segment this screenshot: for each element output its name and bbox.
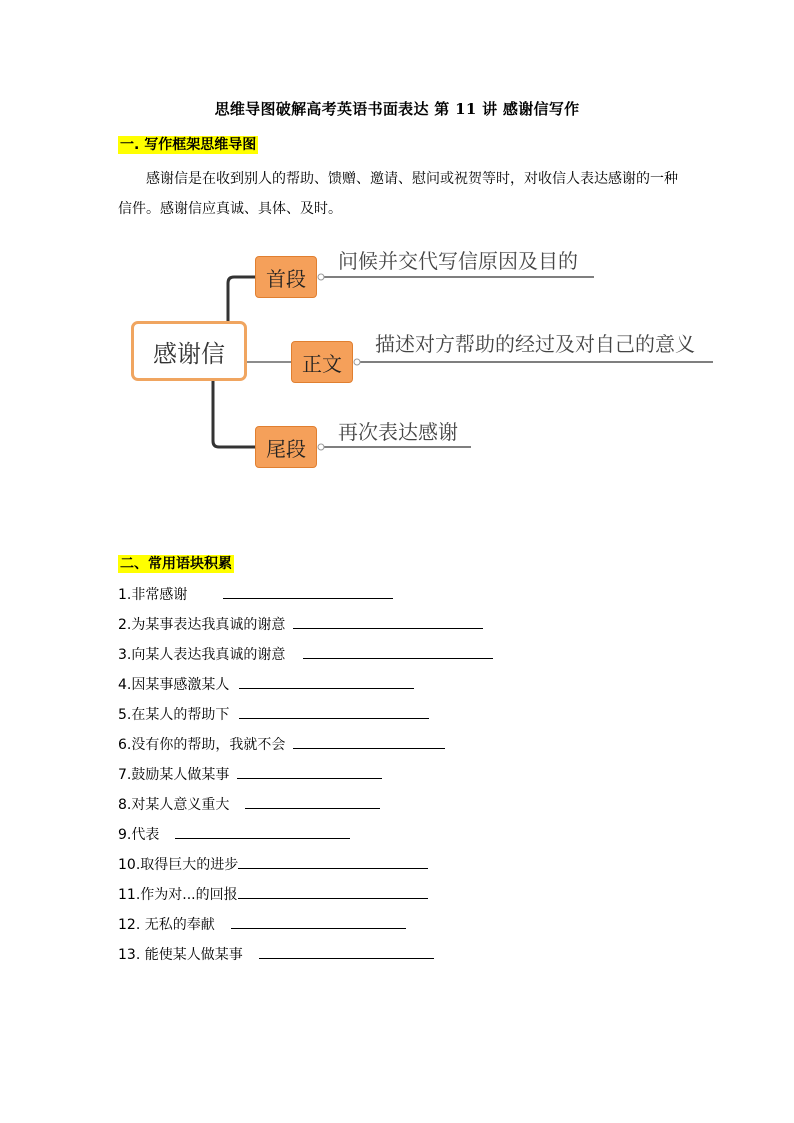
answer-blank[interactable]: [239, 704, 429, 719]
mind-map-text-closing: 再次表达感谢: [338, 420, 458, 444]
phrase-prompt: 4.因某事感激某人: [118, 677, 230, 693]
section-heading-framework: 一. 写作框架思维导图: [120, 137, 257, 153]
page-title: 思维导图破解高考英语书面表达 第 11 讲 感谢信写作: [214, 100, 580, 118]
handle-branch-3: [318, 444, 324, 450]
phrase-prompt: 13. 能使某人做某事: [118, 947, 243, 963]
answer-blank[interactable]: [293, 734, 445, 749]
answer-blank[interactable]: [259, 944, 434, 959]
phrase-prompt: 10.取得巨大的进步: [118, 857, 239, 873]
connector-bottom: [213, 381, 255, 447]
phrase-list: [118, 580, 493, 970]
answer-blank[interactable]: [239, 674, 414, 689]
mind-map-center-node: 感谢信: [131, 321, 247, 381]
list-item: [118, 670, 493, 700]
phrase-prompt: 5.在某人的帮助下: [118, 707, 230, 723]
phrase-prompt: 3.向某人表达我真诚的谢意: [118, 647, 286, 663]
list-item: [118, 820, 493, 850]
list-item: [118, 880, 493, 910]
phrase-prompt: 9.代表: [118, 827, 160, 843]
list-item: [118, 610, 493, 640]
list-item: [118, 700, 493, 730]
answer-blank[interactable]: [238, 884, 428, 899]
list-item: [118, 940, 493, 970]
handle-branch-1: [318, 274, 324, 280]
list-item: [118, 640, 493, 670]
intro-paragraph: 感谢信是在收到别人的帮助、馈赠、邀请、慰问或祝贺等时，对收信人表达感谢的一种信件。感谢信应真诚、具体、及时。: [118, 171, 678, 217]
answer-blank[interactable]: [245, 794, 380, 809]
answer-blank[interactable]: [293, 614, 483, 629]
mind-map-text-body: 描述对方帮助的经过及对自己的意义: [375, 332, 695, 356]
list-item: [118, 790, 493, 820]
phrase-prompt: 1.非常感谢: [118, 587, 188, 603]
phrase-prompt: 11.作为对...的回报: [118, 887, 238, 903]
answer-blank[interactable]: [231, 914, 406, 929]
list-item: [118, 760, 493, 790]
list-item: [118, 730, 493, 760]
mind-map-node-body: 正文: [291, 341, 353, 383]
answer-blank[interactable]: [175, 824, 350, 839]
phrase-prompt: 6.没有你的帮助，我就不会: [118, 737, 286, 753]
section-heading-phrases: 二、常用语块积累: [120, 556, 232, 572]
answer-blank[interactable]: [237, 764, 382, 779]
phrase-prompt: 12. 无私的奉献: [118, 917, 215, 933]
mind-map-text-opening: 问候并交代写信原因及目的: [338, 249, 578, 273]
list-item: [118, 850, 493, 880]
phrase-prompt: 7.鼓励某人做某事: [118, 767, 230, 783]
answer-blank[interactable]: [238, 854, 428, 869]
mind-map: [118, 235, 738, 485]
phrase-prompt: 8.对某人意义重大: [118, 797, 230, 813]
phrase-prompt: 2.为某事表达我真诚的谢意: [118, 617, 286, 633]
answer-blank[interactable]: [223, 584, 393, 599]
list-item: [118, 580, 493, 610]
answer-blank[interactable]: [303, 644, 493, 659]
handle-branch-2: [354, 359, 360, 365]
connector-top: [228, 277, 255, 321]
mind-map-node-closing: 尾段: [255, 426, 317, 468]
mind-map-node-opening: 首段: [255, 256, 317, 298]
list-item: [118, 910, 493, 940]
